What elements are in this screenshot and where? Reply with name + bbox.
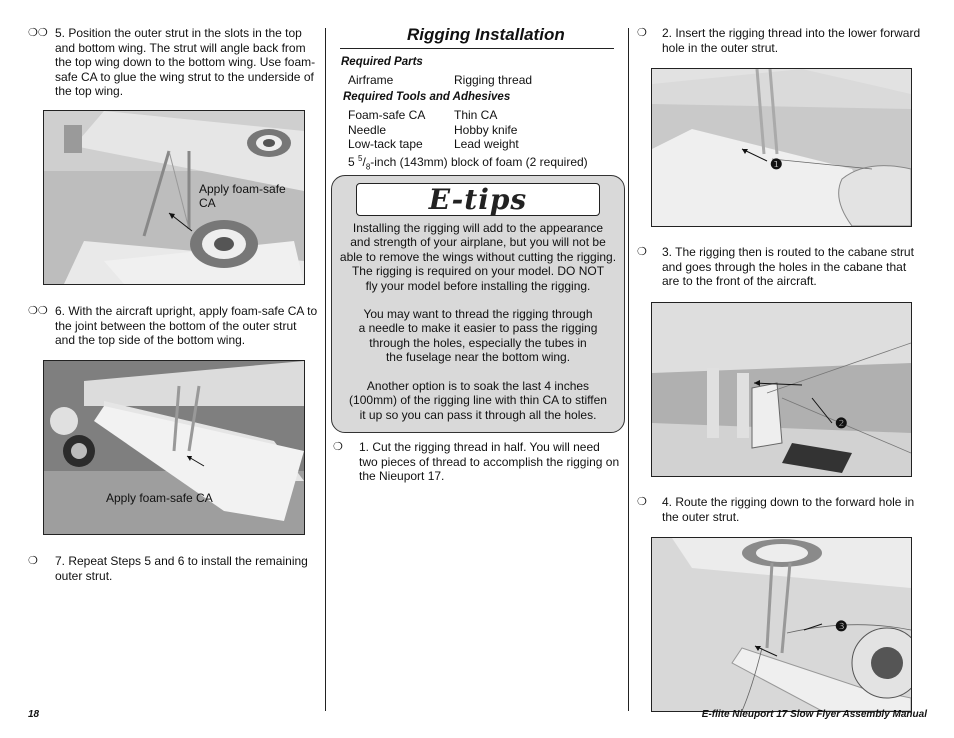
step-7-text: 7. Repeat Steps 5 and 6 to install the remaining outer strut.: [55, 554, 308, 583]
checkbox-single[interactable]: ❍: [637, 27, 647, 39]
photo2-caption: Apply foam-safe CA: [106, 491, 213, 505]
photo-outer-strut-top: [43, 110, 305, 285]
callout-3: ❸: [835, 618, 848, 634]
checkbox-single[interactable]: ❍: [28, 555, 38, 567]
step-5-text: 5. Position the outer strut in the slots in the top and bottom wing. The strut will angle back from the top wing down to the bottom wing. Use foam-safe CA to glue the wing strut to the underside of the top wing.: [55, 26, 316, 99]
required-tools-label: Required Tools and Adhesives: [343, 91, 511, 103]
step-4-text: 4. Route the rigging down to the forward hole in the outer strut.: [662, 495, 915, 524]
photo-route-rigging: [651, 537, 912, 712]
step-6: [28, 304, 318, 348]
tool-low-tack-tape: Low-tack tape: [348, 137, 423, 151]
part-rigging-thread: Rigging thread: [454, 73, 533, 87]
part-airframe: Airframe: [348, 73, 394, 87]
etips-logo-text: E-tips: [428, 183, 528, 216]
photo-rigging-strut: [651, 68, 912, 227]
step-4: [637, 495, 923, 524]
etips-para-2: You may want to thread the rigging through a needle to make it easier to pass the rigging through the holes, especially the tubes in the fuselage near the bottom wing.: [358, 307, 598, 365]
callout-1: ❶: [770, 156, 783, 172]
tool-thin-ca: Thin CA: [454, 108, 498, 122]
tool-needle: Needle: [348, 123, 387, 137]
required-parts-label: Required Parts: [341, 56, 423, 68]
etips-para-3: Another option is to soak the last 4 inches (100mm) of the rigging line with thin CA to stiffen it up so you can pass it through all the holes.: [349, 379, 607, 422]
parts-row-col2: [454, 73, 532, 87]
photo-outer-strut-bottom: [43, 360, 305, 535]
step-3: [637, 245, 923, 289]
callout-2: ❷: [835, 415, 848, 431]
step-3-text: 3. The rigging then is routed to the cabane strut and goes through the holes in the cabane that are to the front of the aircraft.: [662, 245, 914, 289]
section-title: Rigging Installation: [407, 25, 565, 44]
step-1: [333, 440, 621, 484]
step-5: [28, 26, 318, 99]
checkbox-single[interactable]: ❍: [637, 496, 647, 508]
tool-lead-weight: Lead weight: [454, 137, 519, 151]
step-2-text: 2. Insert the rigging thread into the lower forward hole in the outer strut.: [662, 26, 921, 55]
step-2: [637, 26, 923, 55]
etips-para-1: Installing the rigging will add to the appearance and strength of your airplane, but you will not be able to remove the wings without cutting the rigging. The rigging is required on your model. DO NOT fly your model before installing the rigging.: [339, 221, 617, 293]
column-divider-right: [628, 28, 629, 711]
step-1-text: 1. Cut the rigging thread in half. You will need two pieces of thread to accomplish the rigging on the Nieuport 17.: [359, 440, 620, 484]
page-number: 18: [28, 709, 40, 720]
checkbox-single[interactable]: ❍: [333, 441, 343, 453]
photo1-caption: Apply foam-safe CA: [199, 182, 286, 210]
tool-hobby-knife: Hobby knife: [454, 123, 518, 137]
column-divider-left: [325, 28, 326, 711]
tool-foam-block: 5 $^5/_8$-inch (143mm) block of foam (2 required): [348, 154, 588, 172]
etips-logo: [356, 183, 600, 216]
etips-box: [331, 175, 625, 433]
manual-title: E-flite Nieuport 17 Slow Flyer Assembly Manual: [701, 709, 927, 720]
checkbox-double[interactable]: ❍❍: [28, 27, 48, 39]
title-underline: [340, 48, 614, 49]
checkbox-double[interactable]: ❍❍: [28, 305, 48, 317]
photo-cabane-strut: [651, 302, 912, 477]
tool-foam-safe-ca: Foam-safe CA: [348, 108, 426, 122]
parts-row: [348, 73, 393, 87]
step-7: [28, 554, 318, 583]
checkbox-single[interactable]: ❍: [637, 246, 647, 258]
step-6-text: 6. With the aircraft upright, apply foam-safe CA to the joint between the bottom of the outer strut and the top side of the bottom wing.: [55, 304, 318, 348]
